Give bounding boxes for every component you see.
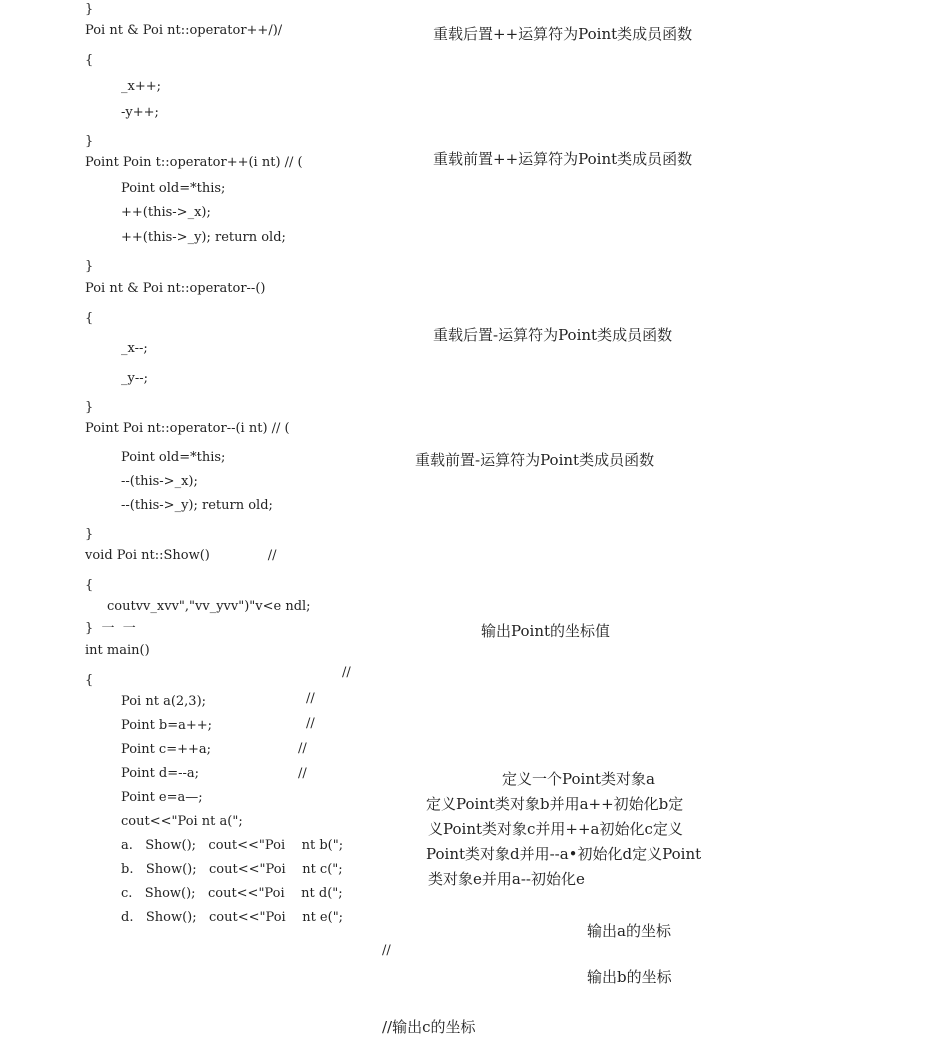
code-line: } bbox=[85, 2, 94, 17]
note-output-c: //输出c的坐标 bbox=[382, 1018, 476, 1036]
code-line: void Poi nt::Show() // bbox=[85, 548, 277, 563]
code-line: Point old=*this; bbox=[121, 181, 226, 196]
code-comment: // bbox=[306, 716, 315, 731]
code-line: Poi nt & Poi nt::operator--() bbox=[85, 281, 266, 296]
code-line: b. Show(); cout<<"Poi nt c("; bbox=[121, 862, 343, 877]
code-line: Poi nt & Poi nt::operator++/)/ bbox=[85, 23, 283, 38]
code-line: } bbox=[85, 259, 94, 274]
code-comment: // bbox=[342, 665, 351, 680]
code-comment: // bbox=[382, 943, 391, 958]
note-definition-line: Point类对象d并用--a•初始化d定义Point bbox=[426, 845, 702, 863]
code-line: _y--; bbox=[121, 371, 149, 386]
note-post-increment: 重载后置++运算符为Point类成员函数 bbox=[433, 25, 693, 43]
code-line: --(this->_y); return old; bbox=[121, 498, 273, 513]
code-line: Point Poi nt::operator--(i nt) // ( bbox=[85, 421, 290, 436]
note-definition-line: 定义一个Point类对象a bbox=[502, 770, 655, 788]
note-definitions bbox=[426, 767, 701, 892]
note-output-b: 输出b的坐标 bbox=[587, 968, 672, 986]
code-line: Point Poin t::operator++(i nt) // ( bbox=[85, 155, 303, 170]
code-line: int main() bbox=[85, 643, 150, 658]
code-comment: // bbox=[298, 766, 307, 781]
code-line: Point old=*this; bbox=[121, 450, 226, 465]
code-line: { bbox=[85, 311, 94, 326]
note-definition-line: 义Point类对象c并用++a初始化c定义 bbox=[428, 820, 683, 838]
code-line: } bbox=[85, 527, 94, 542]
code-comment: // bbox=[298, 741, 307, 756]
note-show: 输出Point的坐标值 bbox=[481, 622, 611, 640]
code-line: Point e=a—; bbox=[121, 790, 203, 805]
note-pre-decrement: 重载前置-运算符为Point类成员函数 bbox=[415, 451, 655, 469]
code-line: a. Show(); cout<<"Poi nt b("; bbox=[121, 838, 344, 853]
code-line: { bbox=[85, 578, 94, 593]
code-line: } bbox=[85, 134, 94, 149]
code-line: Point d=--a; bbox=[121, 766, 200, 781]
code-line: } bbox=[85, 400, 94, 415]
code-line: { bbox=[85, 673, 94, 688]
code-line: Point c=++a; bbox=[121, 742, 212, 757]
code-line: _x--; bbox=[121, 341, 148, 356]
code-line: --(this->_x); bbox=[121, 474, 198, 489]
code-line: d. Show(); cout<<"Poi nt e("; bbox=[121, 910, 344, 925]
note-definition-line: 类对象e并用a--初始化e bbox=[428, 870, 585, 888]
code-line: cout<<"Poi nt a("; bbox=[121, 814, 243, 829]
code-line: c. Show(); cout<<"Poi nt d("; bbox=[121, 886, 343, 901]
note-definition-line: 定义Point类对象b并用a++初始化b定 bbox=[426, 795, 684, 813]
code-line: ++(this->_x); bbox=[121, 205, 211, 220]
note-pre-increment: 重载前置++运算符为Point类成员函数 bbox=[433, 150, 693, 168]
code-line: -y++; bbox=[121, 105, 159, 120]
note-post-decrement: 重载后置-运算符为Point类成员函数 bbox=[433, 326, 673, 344]
note-output-a: 输出a的坐标 bbox=[587, 922, 671, 940]
code-line: } 一 一 bbox=[85, 621, 136, 636]
code-line: Point b=a++; bbox=[121, 718, 213, 733]
code-line: ++(this->_y); return old; bbox=[121, 230, 286, 245]
code-line: coutvv_xvv","vv_yvv")"v<e ndl; bbox=[107, 599, 311, 614]
code-line: _x++; bbox=[121, 79, 161, 94]
code-line: Poi nt a(2,3); bbox=[121, 694, 207, 709]
code-line: { bbox=[85, 53, 94, 68]
code-comment: // bbox=[306, 691, 315, 706]
